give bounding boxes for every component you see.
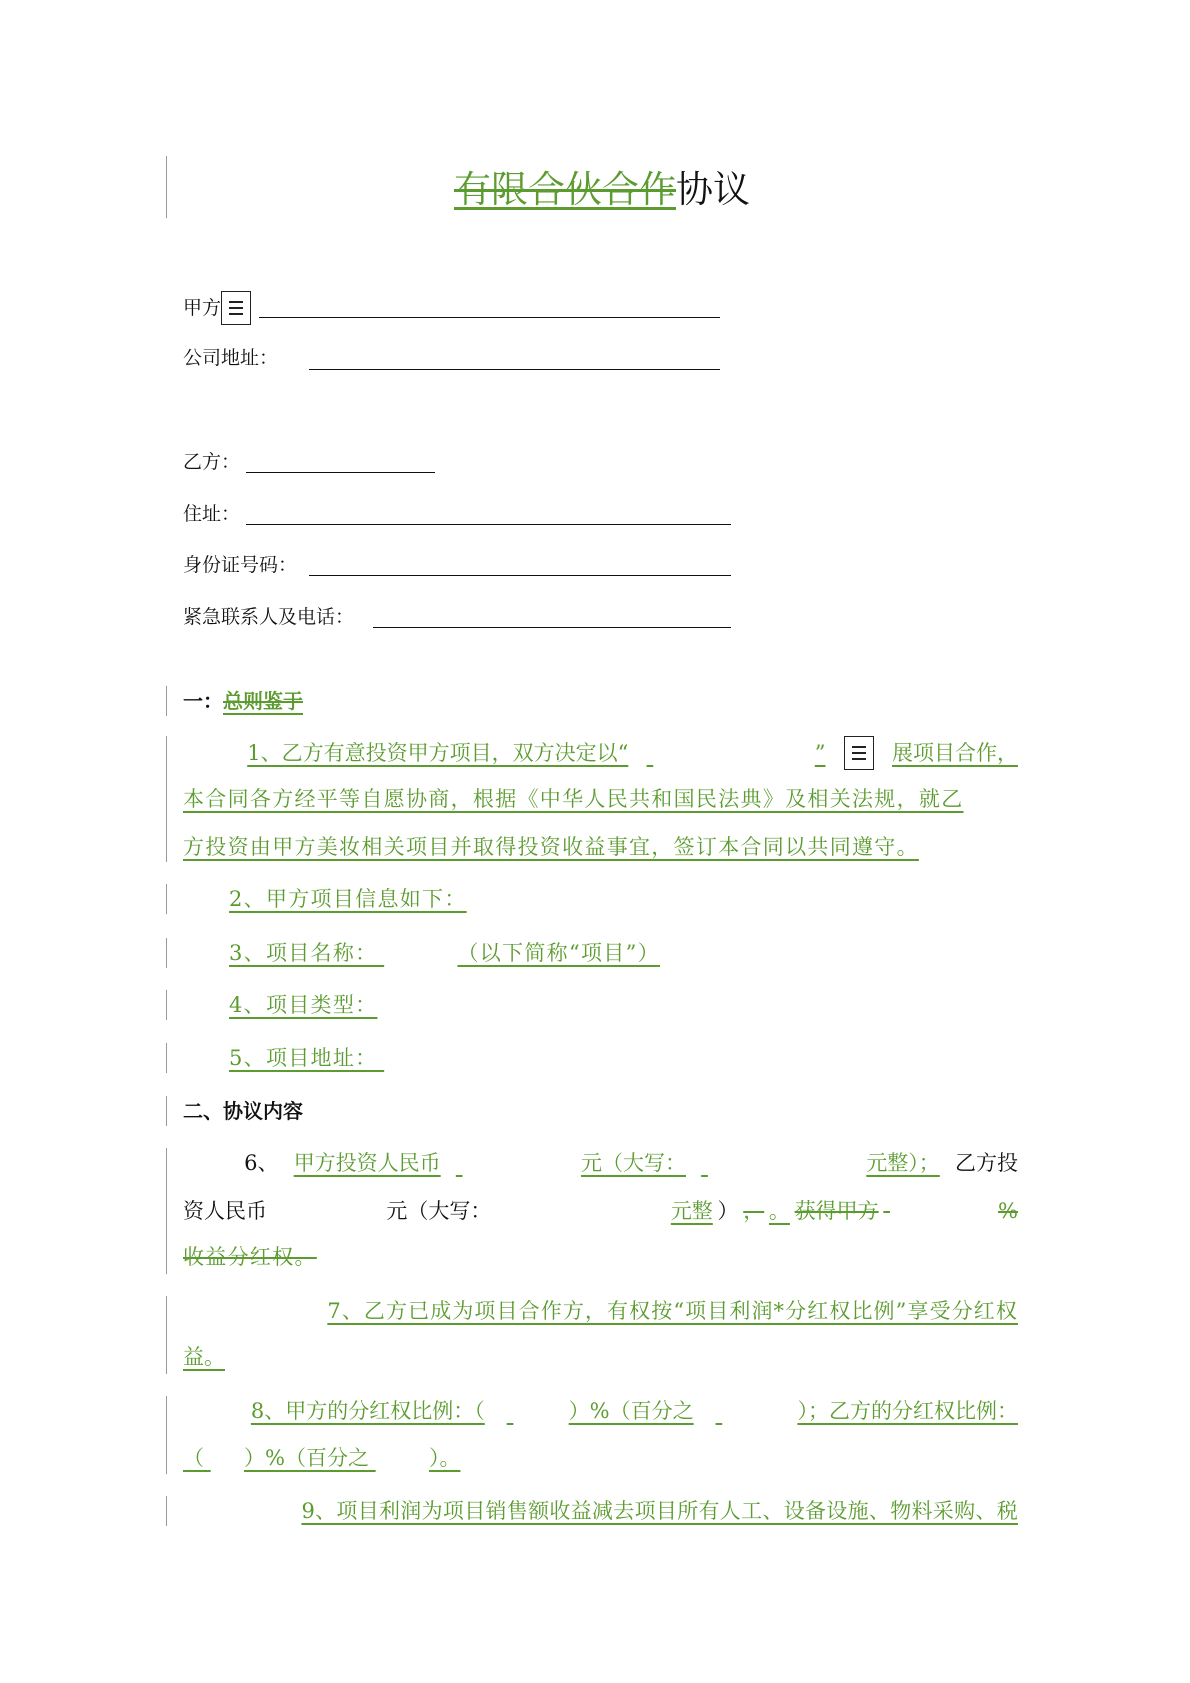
change-bar <box>166 938 167 968</box>
item-7-line-2 <box>183 1342 225 1372</box>
party-b-id-line <box>183 550 297 580</box>
party-b-address-field[interactable] <box>246 524 731 525</box>
party-b-name-field[interactable] <box>246 472 435 473</box>
item-7-line-1 <box>183 1296 1018 1326</box>
party-a-address-field[interactable] <box>309 369 720 370</box>
change-bar <box>166 990 167 1020</box>
item-6-line-3 <box>183 1242 317 1272</box>
item-6-j: 。 <box>768 1199 790 1223</box>
document-title <box>454 168 750 212</box>
item-6-a: 甲方投资人民币 <box>293 1151 441 1175</box>
emergency-contact-label: 紧急联系人及电话： <box>183 606 355 628</box>
emergency-contact-field[interactable] <box>373 627 731 628</box>
item-6-f: 元（大写： <box>386 1199 492 1223</box>
change-bar <box>166 1096 167 1126</box>
item-2 <box>229 884 467 914</box>
item-7-text-1: 7、乙方已成为项目合作方，有权按“项目利润*分红权比例”享受分红权 <box>327 1299 1018 1323</box>
change-bar <box>166 1148 167 1274</box>
item-6-h: ） <box>717 1199 739 1223</box>
item-6-m: 收益分红权。 <box>183 1245 317 1269</box>
party-a-address-line <box>183 343 278 373</box>
item-5 <box>229 1043 401 1073</box>
title-revised: 有限合伙合作 <box>454 168 676 211</box>
section-1-heading <box>183 686 303 716</box>
item-2-text: 2、甲方项目信息如下： <box>229 887 467 911</box>
item-6-d: 乙方投 <box>954 1151 1018 1175</box>
change-bar <box>166 1296 167 1374</box>
item-1-line-2 <box>183 784 1018 814</box>
emergency-contact-line <box>183 602 354 632</box>
change-bar <box>166 1496 167 1526</box>
item-6-e: 资人民币 <box>183 1199 267 1223</box>
party-b-id-label: 身份证号码： <box>183 554 298 576</box>
comment-icon[interactable] <box>221 291 251 325</box>
change-bar <box>166 156 167 218</box>
item-1-text-2: 本合同各方经平等自愿协商，根据《中华人民共和国民法典》及相关法规，就乙 <box>183 787 964 811</box>
item-8-d: （ <box>183 1446 204 1470</box>
item-3-note: （以下简称“项目”） <box>457 941 660 965</box>
item-1-text-a: 1、乙方有意投资甲方项目，双方决定以“ <box>247 741 629 765</box>
item-8-a: 8、甲方的分红权比例：（ <box>250 1399 485 1423</box>
item-8-e: ）%（百分之 <box>244 1446 369 1470</box>
party-b-address-line <box>183 499 240 529</box>
item-6-line-1 <box>183 1148 1018 1178</box>
comment-icon[interactable] <box>844 736 874 770</box>
item-8-c: ）；乙方的分红权比例： <box>797 1399 1018 1423</box>
item-6-g: 元整 <box>670 1199 713 1223</box>
party-a-address-label: 公司地址： <box>183 347 279 369</box>
party-a-line <box>183 293 251 323</box>
item-7-text-2: 益。 <box>183 1345 225 1369</box>
item-1-line-3 <box>183 832 919 862</box>
item-8-line-2 <box>183 1443 460 1473</box>
section-1-title: 总则鉴于 <box>223 689 303 713</box>
title-rest: 协议 <box>676 168 750 211</box>
change-bar <box>166 686 167 716</box>
item-1-text-3: 方投资由甲方美妆相关项目并取得投资收益事宜，签订本合同以共同遵守。 <box>183 835 919 859</box>
item-6-line-2 <box>183 1196 1018 1226</box>
change-bar <box>166 1043 167 1073</box>
item-1-text-c: 展项目合作， <box>891 741 1018 765</box>
item-6-c: 元整）； <box>866 1151 940 1175</box>
item-4 <box>229 990 377 1020</box>
item-3-label: 3、项目名称： <box>229 941 378 965</box>
item-6-b: 元（大写： <box>581 1151 686 1175</box>
item-8-line-1 <box>183 1396 1018 1426</box>
party-b-id-field[interactable] <box>309 575 731 576</box>
item-3 <box>229 938 660 968</box>
section-1-number: 一： <box>183 689 223 713</box>
item-4-text: 4、项目类型： <box>229 993 378 1017</box>
item-9-line-1 <box>183 1496 1018 1526</box>
party-b-line <box>183 447 240 477</box>
item-6-k: 获得甲方 <box>794 1199 879 1223</box>
change-bar <box>166 736 167 862</box>
party-b-label: 乙方： <box>183 451 241 473</box>
party-a-label: 甲方 <box>183 297 222 319</box>
change-bar <box>166 1396 167 1474</box>
item-6-number: 6、 <box>244 1151 279 1175</box>
item-8-f: ）。 <box>428 1446 461 1470</box>
section-2-title: 二、协议内容 <box>183 1099 303 1123</box>
section-2-heading <box>183 1096 303 1126</box>
party-b-address-label: 住址： <box>183 503 241 525</box>
item-1-line-1 <box>183 738 1018 768</box>
item-5-text: 5、项目地址： <box>229 1046 378 1070</box>
party-a-name-field[interactable] <box>259 317 720 318</box>
item-1-text-b: ” <box>814 741 826 765</box>
item-6-i: ， <box>743 1199 765 1223</box>
item-9-text: 9、项目利润为项目销售额收益减去项目所有人工、设备设施、物料采购、税 <box>301 1499 1018 1523</box>
item-6-l: % <box>998 1199 1018 1223</box>
change-bar <box>166 884 167 914</box>
item-8-b: ）%（百分之 <box>568 1399 694 1423</box>
